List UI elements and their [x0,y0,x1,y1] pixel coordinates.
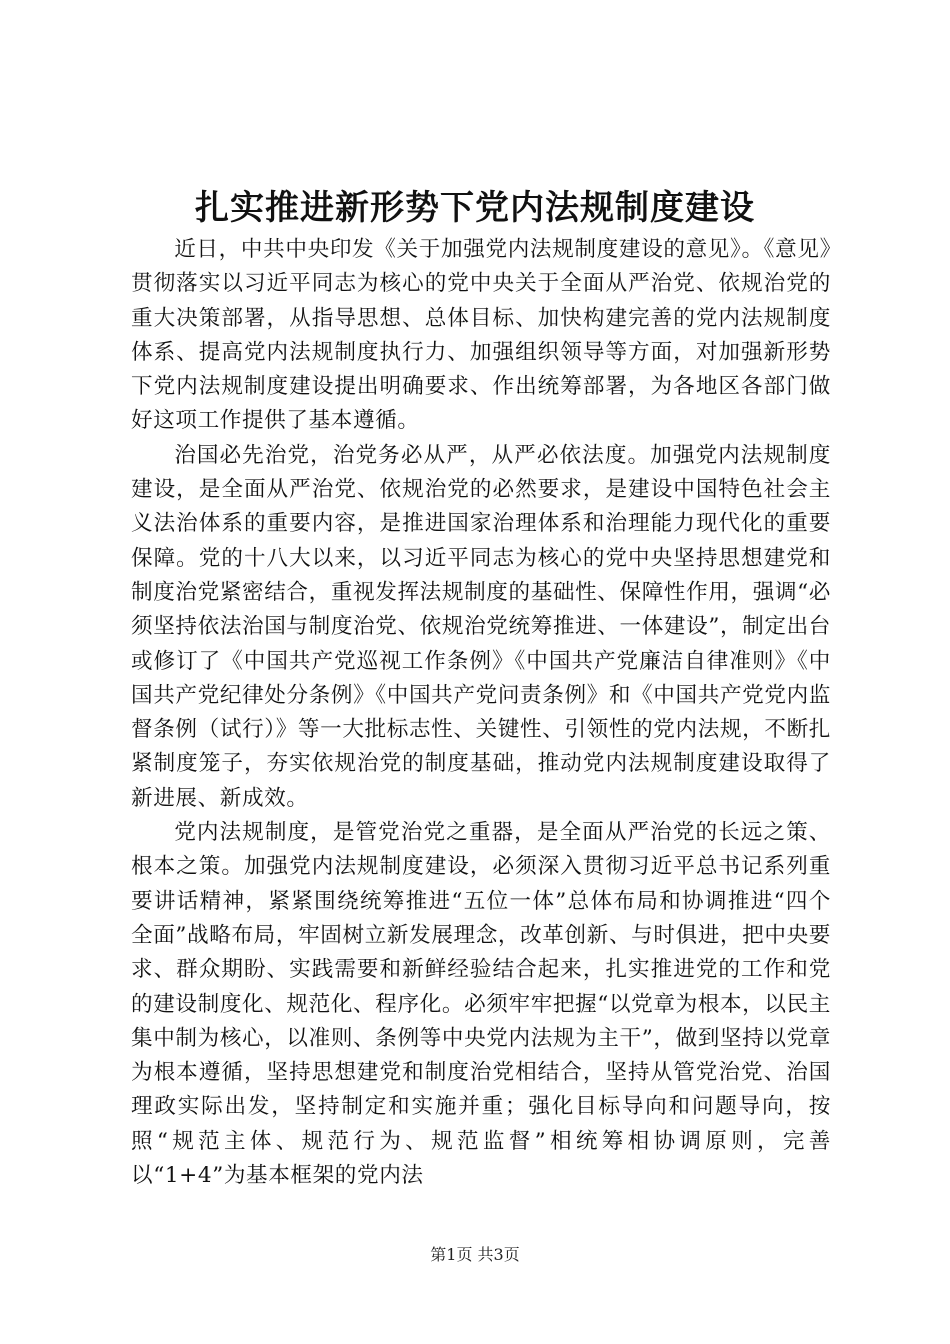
document-body [131,233,831,1193]
document-title: 扎实推进新形势下党内法规制度建设 [195,188,755,228]
page-footer: 第1页 共3页 [430,1245,520,1264]
paragraph-1: 近日，中共中央印发《关于加强党内法规制度建设的意见》。《意见》贯彻落实以习近平同志为核心的党中央关于全面从严治党、依规治党的重大决策部署，从指导思想、总体目标、加快构建完善的党内法规制度体系、提高党内法规制度执行力、加强组织领导等方面，对加强新形势下党内法规制度建设提出明确要求、作出统筹部署，为各地区各部门做好这项工作提供了基本遵循。 [131,237,831,434]
paragraph-3: 党内法规制度，是管党治党之重器，是全面从严治党的长远之策、根本之策。加强党内法规制度建设，必须深入贯彻习近平总书记系列重要讲话精神，紧紧围绕统筹推进“五位一体”总体布局和协调推进“四个全面”战略布局，牢固树立新发展理念，改革创新、与时俱进，把中央要求、群众期盼、实践需要和新鲜经验结合起来，扎实推进党的工作和党的建设制度化、规范化、程序化。必须牢牢把握“以党章为根本，以民主集中制为核心，以准则、条例等中央党内法规为主干”，做到坚持以党章为根本遵循，坚持思想建党和制度治党相结合，坚持从管党治党、治国理政实际出发，坚持制定和实施并重；强化目标导向和问题导向，按照“规范主体、规范行为、规范监督”相统筹相协调原则，完善以“1+4”为基本框架的党内法 [131,820,831,1189]
paragraph-2: 治国必先治党，治党务必从严，从严必依法度。加强党内法规制度建设，是全面从严治党、依规治党的必然要求，是建设中国特色社会主义法治体系的重要内容，是推进国家治理体系和治理能力现代化的重要保障。党的十八大以来，以习近平同志为核心的党中央坚持思想建党和制度治党紧密结合，重视发挥法规制度的基础性、保障性作用，强调“必须坚持依法治国与制度治党、依规治党统筹推进、一体建设”，制定出台或修订了《中国共产党巡视工作条例》《中国共产党廉洁自律准则》《中国共产党纪律处分条例》《中国共产党问责条例》和《中国共产党党内监督条例（试行）》等一大批标志性、关键性、引领性的党内法规，不断扎紧制度笼子，夯实依规治党的制度基础，推动党内法规制度建设取得了新进展、新成效。 [131,442,831,811]
